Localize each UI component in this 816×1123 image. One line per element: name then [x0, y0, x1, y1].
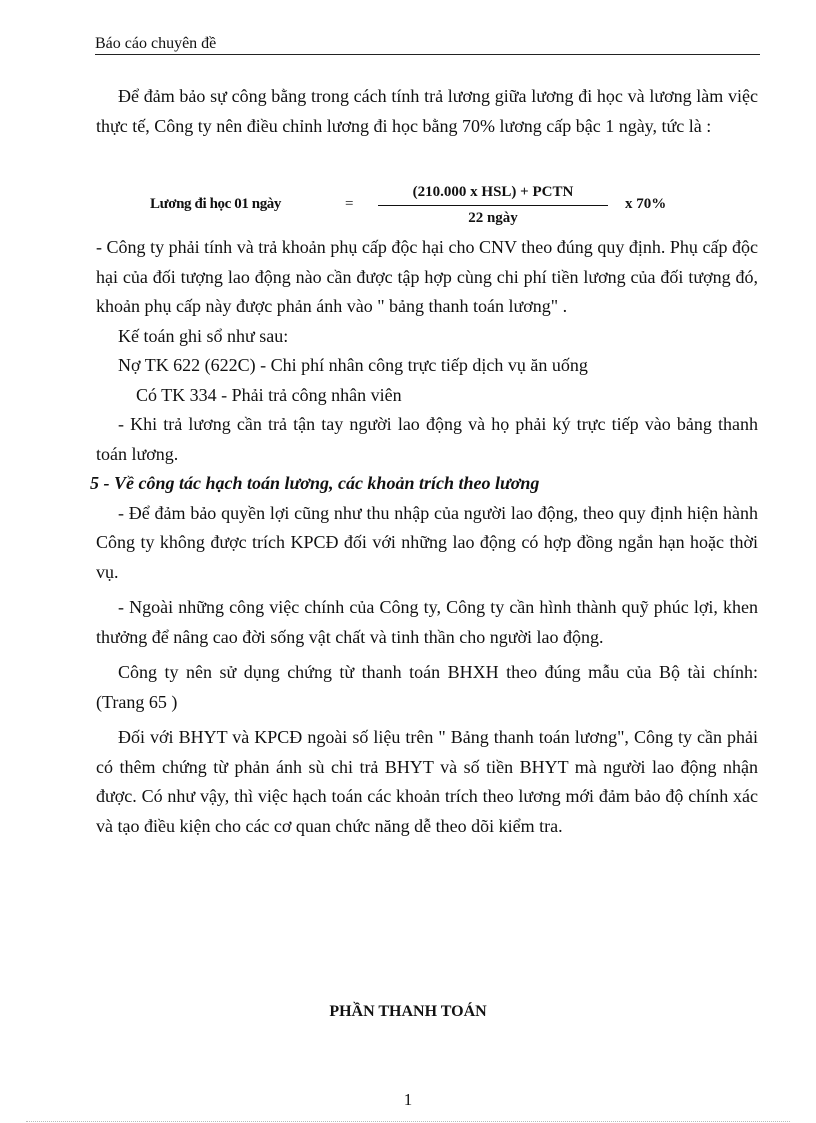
- paragraph-bhxh: Công ty nên sử dụng chứng từ thanh toán BHXH theo đúng mẫu của Bộ tài chính: (Trang 65 ): [96, 662, 758, 712]
- paragraph-bhyt: Đối với BHYT và KPCĐ ngoài số liệu trên " Bảng thanh toán lương", Công ty cần phải có thêm chứng từ phản ánh sù chi trả BHYT và số tiền BHYT mà người lao động nhận được. Có như vậy, thì việc hạch toán các khoản trích theo lương mới đảm bảo độ chính xác và tạo điều kiện cho các cơ quan chức năng dễ theo dõi kiểm tra.: [96, 727, 758, 836]
- part-title: PHẦN THANH TOÁN: [329, 1003, 487, 1020]
- intro-block: [96, 82, 758, 141]
- formula-numerator: (210.000 x HSL) + PCTN: [412, 184, 574, 200]
- paragraph-allowance: - Công ty phải tính và trả khoản phụ cấp độc hại cho CNV theo đúng quy định. Phụ cấp độc hại của đối tượng lao động nào cần được tập hợp cùng chi phí tiền lương của đối tượng đó, khoản phụ cấp này được phản ánh vào " bảng thanh toán lương" .: [96, 237, 758, 316]
- page-number: 1: [403, 1090, 413, 1109]
- running-header: Báo cáo chuyên đề: [95, 34, 760, 55]
- paragraph-rights: - Để đảm bảo quyền lợi cũng như thu nhập của người lao động, theo quy định hiện hành Công ty không được trích KPCĐ đối với những lao động có hợp đồng ngắn hạn hoặc thời vụ.: [96, 502, 758, 582]
- salary-formula: [150, 178, 710, 238]
- paragraph-intro: Để đảm bảo sự công bằng trong cách tính trả lương giữa lương đi học và lương làm việc thực tế, Công ty nên điều chỉnh lương đi học bằng 70% lương cấp bậc 1 ngày, tức là :: [96, 86, 758, 136]
- section-heading-5: 5 - Về công tác hạch toán lương, các khoản trích theo lương: [90, 473, 540, 493]
- formula-equals: =: [345, 196, 354, 212]
- paragraph-payment: - Khi trả lương cần trả tận tay người lao động và họ phải ký trực tiếp vào bảng thanh toán lương.: [96, 414, 758, 464]
- footer-divider: [26, 1121, 790, 1122]
- paragraph-bookkeeping: Kế toán ghi sổ như sau:: [118, 325, 289, 346]
- formula-denominator: 22 ngày: [468, 210, 518, 226]
- formula-multiplier: x 70%: [625, 196, 667, 212]
- journal-credit-entry: Có TK 334 - Phải trả công nhân viên: [136, 384, 402, 405]
- journal-debit-entry: Nợ TK 622 (622C) - Chi phí nhân công trực tiếp dịch vụ ăn uống: [118, 355, 588, 375]
- paragraph-welfare: - Ngoài những công việc chính của Công ty, Công ty cần hình thành quỹ phúc lợi, khen thưởng để nâng cao đời sống vật chất và tinh thần cho người lao động.: [96, 597, 758, 647]
- main-body: [90, 233, 758, 841]
- fraction-bar: [378, 205, 608, 206]
- formula-lhs: Lương đi học 01 ngày: [150, 196, 282, 212]
